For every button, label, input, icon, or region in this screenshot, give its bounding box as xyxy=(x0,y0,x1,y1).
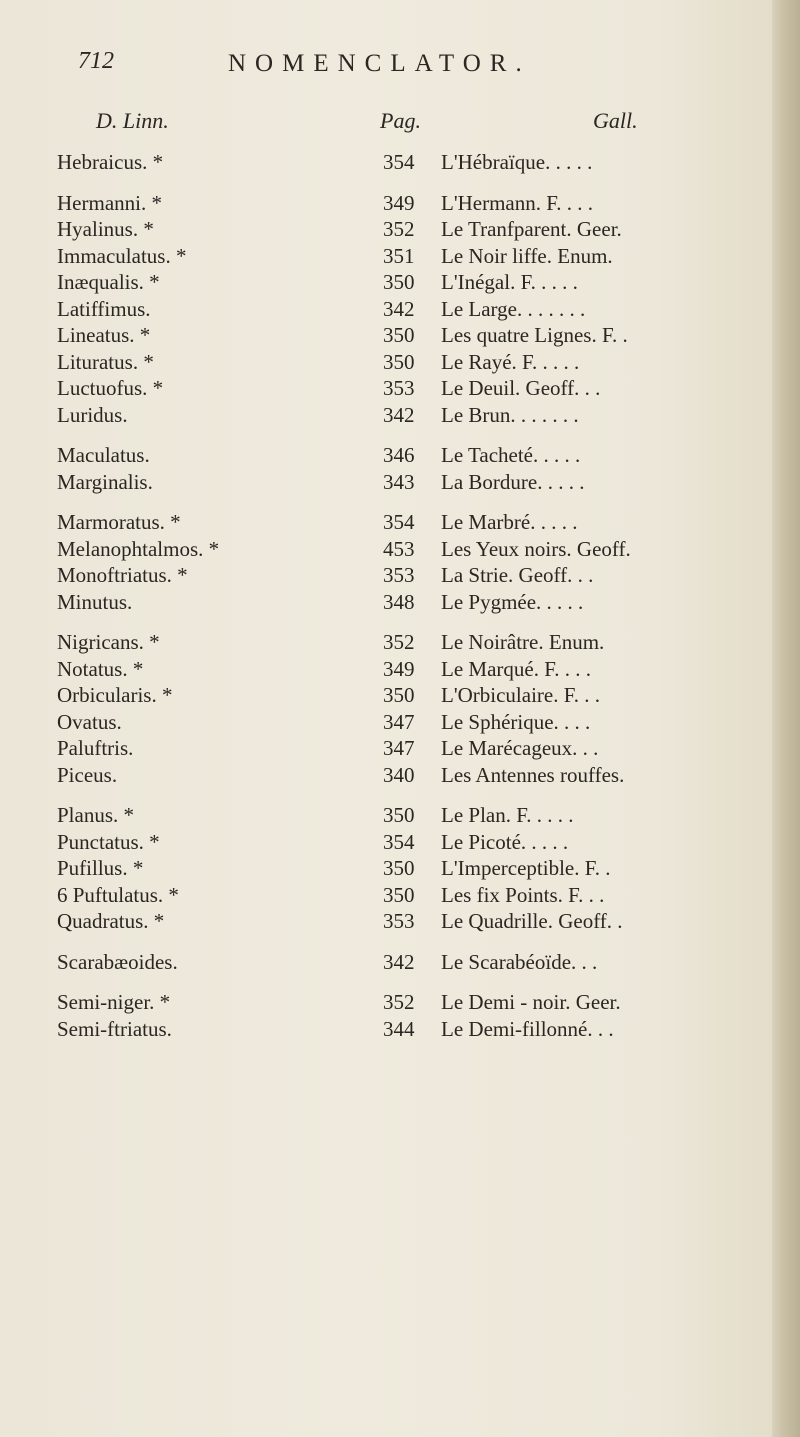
page-ref: 350 xyxy=(383,856,415,880)
table-row xyxy=(0,244,772,271)
latin-name: Orbicularis. * xyxy=(57,683,173,707)
french-name: Le Marécageux. . . xyxy=(441,736,599,760)
table-row xyxy=(0,270,772,297)
latin-name: Scarabæoides. xyxy=(57,949,178,974)
french-name: Le Pygmée. . . . . xyxy=(441,589,584,614)
latin-name: Luctuofus. * xyxy=(57,376,164,400)
table-row xyxy=(0,590,772,617)
table-row xyxy=(0,323,772,350)
french-name: Les Antennes rouffes. xyxy=(441,762,625,787)
page-ref: 350 xyxy=(383,683,415,707)
french-name: Le Demi - noir. Geer. xyxy=(441,990,621,1014)
page-ref: 340 xyxy=(383,762,415,787)
table-row xyxy=(0,510,772,537)
french-name: Les Yeux noirs. Geoff. xyxy=(441,536,631,561)
french-name: Le Quadrille. Geoff. . xyxy=(441,909,623,933)
page-ref: 350 xyxy=(383,323,415,347)
running-head xyxy=(78,48,778,88)
latin-name: Hermanni. * xyxy=(57,190,162,215)
french-name: Le Rayé. F. . . . . xyxy=(441,349,580,374)
page-ref: 453 xyxy=(383,536,415,561)
latin-name: Minutus. xyxy=(57,589,133,614)
page-ref: 343 xyxy=(383,469,415,494)
latin-name: Marginalis. xyxy=(57,469,153,494)
latin-name: Nigricans. * xyxy=(57,630,160,654)
page-ref: 353 xyxy=(383,376,415,400)
latin-name: Lituratus. * xyxy=(57,349,154,374)
table-row xyxy=(0,150,772,177)
french-name: La Strie. Geoff. . . xyxy=(441,563,594,587)
table-row xyxy=(0,883,772,910)
latin-name: Immaculatus. * xyxy=(57,243,187,268)
page-ref: 346 xyxy=(383,443,415,467)
latin-name: 6 Puftulatus. * xyxy=(57,882,179,907)
table-row xyxy=(0,403,772,430)
table-row xyxy=(0,376,772,403)
latin-name: Melanophtalmos. * xyxy=(57,536,220,561)
latin-name: Luridus. xyxy=(57,402,128,427)
french-name: L'Hermann. F. . . . xyxy=(441,190,593,215)
page-ref: 354 xyxy=(383,829,415,854)
page-ref: 344 xyxy=(383,1016,415,1041)
page-edge xyxy=(772,0,800,1437)
french-name: Le Large. . . . . . . xyxy=(441,296,586,321)
table-row xyxy=(0,856,772,883)
page-ref: 351 xyxy=(383,243,415,268)
page-title: NOMENCLATOR. xyxy=(228,50,531,77)
page-ref: 353 xyxy=(383,909,415,933)
french-name: Le Tranfparent. Geer. xyxy=(441,217,622,241)
table-row xyxy=(0,1017,772,1044)
latin-name: Inæqualis. * xyxy=(57,270,160,294)
french-name: Le Scarabéoïde. . . xyxy=(441,949,598,974)
table-row xyxy=(0,830,772,857)
page-ref: 350 xyxy=(383,270,415,294)
french-name: L'Inégal. F. . . . . xyxy=(441,270,578,294)
french-name: Les fix Points. F. . . xyxy=(441,882,605,907)
table-row xyxy=(0,710,772,737)
column-header-linn: D. Linn. xyxy=(96,108,169,133)
french-name: Le Sphérique. . . . xyxy=(441,709,591,734)
french-name: Le Demi-fillonné. . . xyxy=(441,1016,614,1041)
french-name: Le Marqué. F. . . . xyxy=(441,656,591,681)
french-name: La Bordure. . . . . xyxy=(441,469,585,494)
latin-name: Hebraicus. * xyxy=(57,150,164,174)
entry-group xyxy=(0,150,772,177)
column-header-pag: Pag. xyxy=(380,108,421,133)
table-row xyxy=(0,350,772,377)
entry-group xyxy=(0,510,772,616)
page-ref: 352 xyxy=(383,630,415,654)
entry-group xyxy=(0,191,772,430)
page-ref: 352 xyxy=(383,990,415,1014)
table-row xyxy=(0,683,772,710)
table-row xyxy=(0,763,772,790)
table-row xyxy=(0,630,772,657)
latin-name: Semi-niger. * xyxy=(57,990,171,1014)
page-ref: 350 xyxy=(383,349,415,374)
latin-name: Piceus. xyxy=(57,762,118,787)
latin-name: Maculatus. xyxy=(57,443,150,467)
table-row xyxy=(0,217,772,244)
latin-name: Hyalinus. * xyxy=(57,217,154,241)
entry-group xyxy=(0,950,772,977)
french-name: Le Deuil. Geoff. . . xyxy=(441,376,601,400)
page-ref: 342 xyxy=(383,949,415,974)
page-ref: 342 xyxy=(383,402,415,427)
table-row xyxy=(0,950,772,977)
french-name: Le Brun. . . . . . . xyxy=(441,402,579,427)
page-number: 712 xyxy=(78,48,114,74)
page-ref: 349 xyxy=(383,656,415,681)
page-ref: 350 xyxy=(383,882,415,907)
table-row xyxy=(0,803,772,830)
french-name: Le Noir liffe. Enum. xyxy=(441,243,613,268)
french-name: Le Plan. F. . . . . xyxy=(441,803,574,827)
page-ref: 347 xyxy=(383,709,415,734)
table-row xyxy=(0,909,772,936)
french-name: L'Hébraïque. . . . . xyxy=(441,150,593,174)
nomenclator-table xyxy=(0,138,772,1043)
french-name: Le Tacheté. . . . . xyxy=(441,443,581,467)
table-row xyxy=(0,563,772,590)
french-name: Les quatre Lignes. F. . xyxy=(441,323,628,347)
entry-group xyxy=(0,443,772,496)
page-ref: 348 xyxy=(383,589,415,614)
table-row xyxy=(0,191,772,218)
latin-name: Latiffimus. xyxy=(57,296,151,321)
page-ref: 350 xyxy=(383,803,415,827)
page-ref: 347 xyxy=(383,736,415,760)
french-name: L'Orbiculaire. F. . . xyxy=(441,683,600,707)
page-ref: 354 xyxy=(383,510,415,534)
french-name: Le Marbré. . . . . xyxy=(441,510,578,534)
table-row xyxy=(0,990,772,1017)
page-ref: 354 xyxy=(383,150,415,174)
latin-name: Semi-ftriatus. xyxy=(57,1016,172,1041)
table-row xyxy=(0,657,772,684)
latin-name: Notatus. * xyxy=(57,656,144,681)
latin-name: Pufillus. * xyxy=(57,856,144,880)
page-ref: 353 xyxy=(383,563,415,587)
latin-name: Punctatus. * xyxy=(57,829,160,854)
table-row xyxy=(0,443,772,470)
latin-name: Ovatus. xyxy=(57,709,122,734)
entry-group xyxy=(0,990,772,1043)
table-row xyxy=(0,297,772,324)
table-row xyxy=(0,470,772,497)
french-name: L'Imperceptible. F. . xyxy=(441,856,611,880)
table-row xyxy=(0,736,772,763)
column-header-gall: Gall. xyxy=(593,108,638,133)
latin-name: Quadratus. * xyxy=(57,909,165,933)
page-ref: 352 xyxy=(383,217,415,241)
entry-group xyxy=(0,630,772,789)
latin-name: Planus. * xyxy=(57,803,135,827)
latin-name: Marmoratus. * xyxy=(57,510,181,534)
french-name: Le Picoté. . . . . xyxy=(441,829,569,854)
latin-name: Lineatus. * xyxy=(57,323,151,347)
table-row xyxy=(0,537,772,564)
french-name: Le Noirâtre. Enum. xyxy=(441,630,605,654)
entry-group xyxy=(0,803,772,936)
page-ref: 342 xyxy=(383,296,415,321)
page-ref: 349 xyxy=(383,190,415,215)
latin-name: Monoftriatus. * xyxy=(57,563,188,587)
latin-name: Paluftris. xyxy=(57,736,134,760)
